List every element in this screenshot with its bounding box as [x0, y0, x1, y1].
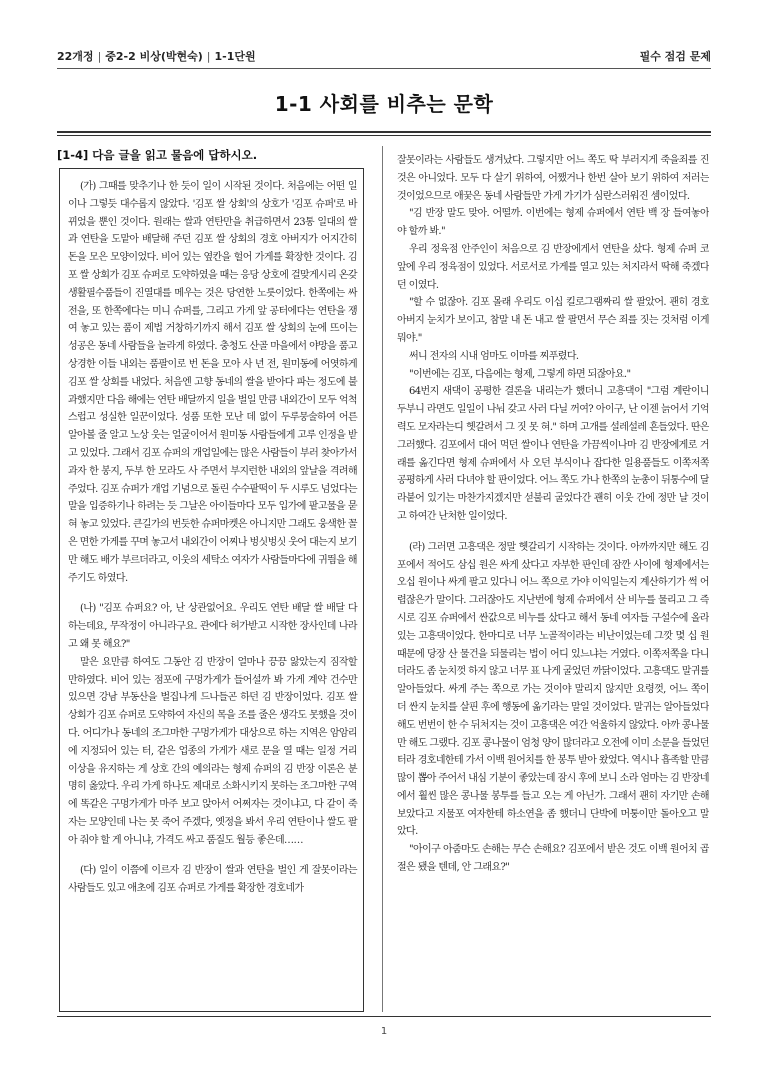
passage-paragraph: "김 반장 말도 맞아. 어떨까. 이번에는 형제 슈퍼에서 연탄 백 장 들여놓아야 할까 봐."	[397, 208, 709, 238]
passage-box	[59, 168, 364, 1012]
passage-paragraph: "이번에는 김포, 다음에는 형제, 그렇게 하면 되잖아요."	[409, 368, 631, 380]
passage-paragraph: (나) "김포 슈퍼요? 아, 난 상관없어요. 우리도 연탄 배달 쌀 배달 다 하는데요, 무작정이 아니라구요. 관에다 허가받고 시작한 장사인데 나라고 왜 못 해요?"	[68, 603, 357, 650]
header-meta: 22개정 | 중2-2 비상(박현숙) | 1-1단원	[57, 50, 256, 63]
passage-paragraph: "할 수 없잖아. 김포 몰래 우리도 이십 킬로그램짜리 쌀 팔았어. 괜히 경호 아버지 눈치가 보이고, 참말 내 돈 내고 쌀 팔면서 무슨 죄를 짓는 것처럼 이게 뭐야."	[397, 297, 709, 344]
header-rule	[57, 68, 711, 69]
column-divider	[382, 146, 383, 1012]
passage-paragraph: (라) 그러면 고흥댁은 정말 헷갈리기 시작하는 것이다. 아까까지만 해도 김포에서 적어도 삼십 원은 싸게 샀다고 자부한 판인데 잠깐 사이에 형제에서는 오십 원이나 싸게 팔고 있다니 어느 쪽으로 가야 이익일는지 계산하기가 썩 어렵잖은가 말이다. 그러잖아도 지난번에 형제 슈퍼에서 산 비누를 물리고 그 즉시로 김포 슈퍼에서 싼값으로 비누를 샀다고 해서 동네 여자들 구설수에 올라 있는 고흥댁이었다. 한마디로 너무 노골적이라는 비난이었는데 그깟 몇 십 원 때문에 당장 산 물건을 되물리는 법이 어디 있느냐는 거였다. 이쪽저쪽을 다니더라도 좀 눈치껏 하지 않고 너무 표 나게 굴었던 까닭이었다. 고흥댁도 말귀를 알아들었다. 싸게 주는 쪽으로 가는 것이야 말리지 않지만 요령껏, 어느 쪽이 더 싼지 눈치를 살핀 후에 행동에 옮기라는 말일 것이었다. 말귀는 알아들었다 해도 번번이 한 수 뒤처지는 것이 고흥댁은 여간 억울하지 않았다. 아까 콩나물만 해도 그랬다. 김포 콩나물이 엄청 양이 많더라고 오전에 이미 소문을 들었던 터라 경호네한테 가서 이백 원어치를 한 봉투 받아 왔었다. 역시나 흡족할 만큼 많이 뽑아 주어서 내심 기분이 좋았는데 잠시 후에 보니 소라 엄마는 김 반장네에서 훨씬 많은 콩나물 봉투를 들고 오는 게 아닌가. 그래서 괜히 자기만 손해 보았다고 지물포 여자한테 하소연을 좀 했더니 단박에 머퉁이만 돌아오고 말았다.	[397, 541, 709, 838]
passage-paragraph: 64번지 새댁이 공평한 결론을 내리는가 했더니 고흥댁이 "그럼 계란이니 두부니 라면도 일일이 나눠 갖고 사러 다닐 꺼여? 아이구, 난 이젠 늙어서 기억력도 모자라는디 헷갈려서 그 짓 못 혀." 하며 고개를 설레설레 흔들었다. 딴은 그러했다. 김포에서 대어 먹던 쌀이나 연탄을 가끔씩이나마 김 반장에게로 거래를 옮긴다면 형제 슈퍼에서 사 오던 부식이나 잡다한 일용품들도 이쪽저쪽 공평하게 사러 다녀야 할 판이었다. 어느 쪽도 가나 한쪽의 눈총이 뒤통수에 달라붙어 있기는 마찬가지겠지만 섣불리 굴었다간 괜히 이웃 간에 정만 날 것이고 하여간 난처한 일이었다.	[397, 386, 709, 522]
title-rule	[57, 131, 711, 133]
passage-paragraph: "아이구 아줌마도 손해는 무슨 손해요? 김포에서 받은 것도 이백 원어치 곱절은 됐을 텐데, 안 그래요?"	[397, 844, 709, 874]
passage-paragraph: (다) 일이 이쯤에 이르자 김 반장이 쌀과 연탄을 벌인 게 잘못이라는 사람들도 있고 애초에 김포 슈퍼로 가게를 확장한 경호네가	[68, 865, 357, 895]
header-unit: 1-1단원	[214, 50, 256, 63]
question-instruction: [1-4] 다음 글을 읽고 물음에 답하시오.	[57, 148, 258, 162]
header-grade: 22개정	[57, 50, 94, 63]
header-right-label: 필수 점검 문제	[639, 50, 711, 63]
title-rule-thin	[57, 135, 711, 136]
footer-rule	[57, 1016, 711, 1017]
passage-paragraph: 말은 요만큼 하여도 그동안 김 반장이 얼마나 끙끙 앓았는지 짐작할 만하였다. 비어 있는 점포에 구멍가게가 들어설까 봐 가게 계약 건수만 있으면 강남 부동산을 벌집나게 드나들곤 하던 김 반장이었다. 김포 쌀 상회가 김포 슈퍼로 도약하여 자신의 목을 조를 줄은 생각도 못했을 것이다. 어디가나 동네의 조그마한 구멍가게가 대상으로 하는 지역은 암암리에 지정되어 있는 터, 같은 업종의 가게가 새로 문을 열 때는 일정 거리 이상을 유지하는 게 상호 간의 예의라는 형제 슈퍼의 김 반장 이론은 분명히 옳았다. 우리 가게 하나도 제대로 소화시키지 못하는 조그마한 구역에 똑같은 구멍가게가 마주 보고 앉아서 어쩌자는 것이냐고, 다 같이 죽자는 모양인데 나는 못 죽어 주겠다, 옛정을 봐서 우리 연탄이나 쌀도 팔아 줘야 할 게 아니냐, 가격도 싸고 품질도 월등 좋은데……	[68, 656, 357, 846]
header-subject: 중2-2 비상(박현숙)	[105, 50, 203, 63]
passage-continuation	[397, 152, 709, 1012]
page-header	[57, 48, 711, 64]
page-number: 1	[380, 1026, 388, 1037]
passage-paragraph: 잘못이라는 사람들도 생겨났다. 그렇지만 어느 쪽도 딱 부러지게 죽을죄를 진 것은 아니었다. 모두 다 살기 위하여, 어쨌거나 한번 살아 보기 위하여 저러는 것이었으므로 애꿎은 동네 사람들만 가게 가기가 심란스러워진 셈이었다.	[397, 155, 709, 202]
page-title: 1-1 사회를 비추는 문학	[274, 92, 494, 116]
passage-paragraph: 우리 정육점 안주인이 처음으로 김 반장에게서 연탄을 샀다. 형제 슈퍼 코앞에 우리 정육점이 있었다. 서로서로 가게를 열고 있는 처지라서 딱해 죽겠다던 이였다.	[397, 243, 709, 291]
passage-paragraph: (가) 그때를 맞추기나 한 듯이 일이 시작된 것이다. 처음에는 어떤 일이나 그렇듯 대수롭지 않았다. '김포 쌀 상회'의 상호가 '김포 슈퍼'로 바뀌었을 뿐인 것이다. 원래는 쌀과 연탄만을 취급하면서 23통 일대의 쌀과 연탄을 도맡아 배달해 주던 김포 쌀 상회의 경호 아버지가 어지간히 돈을 모은 모양이었다. 비어 있는 옆칸을 헐어 가게를 확장한 것이다. 김포 쌀 상회가 김포 슈퍼로 도약하였을 때는 응당 상호에 걸맞게시리 온갖 생활필수품들이 진열대를 메우는 것은 당연한 노릇이었다. 한쪽에는 싸전을, 또 한쪽에다는 미니 슈퍼를, 그리고 가게 앞 공터에다는 연탄을 쟁여 놓고 있는 품이 제법 거창하기까지 해서 김포 쌀 상회의 눈에 뜨이는 성공은 동네 사람들을 놀라게 하였다. 충청도 산골 마을에서 야망을 품고 상경한 이들 내외는 품팔이로 번 돈을 모아 사 년 전, 원미동에 어엿하게 김포 쌀 상회를 내었다. 처음엔 고향 동네의 쌀을 받아다 파는 정도에 불과했지만 다음 해에는 연탄 배달까지 일을 벌일 만큼 내외간이 모두 억척스럽고 성실한 일꾼이었다. 성품 또한 모난 데 없이 두루뭉술하여 어른 알아볼 줄 알고 노상 웃는 얼굴이어서 원미동 사람들에게 고루 인정을 받고 있었다. 그래서 김포 슈퍼의 개업일에는 많은 사람들이 부러 찾아가서 과자 한 봉지, 두부 한 모라도 사 주면서 부지런한 내외의 앞날을 격려해 주었다. 김포 슈퍼가 개업 기념으로 돌린 수수팥떡이 두 시루도 넘었다는 말을 입증하기나 하려는 듯 그날은 아이들마다 모두 입가에 팥고물을 묻혀 놓고 있었다. 큰길가의 번듯한 슈퍼마켓은 아니지만 그래도 웅색한 꼴은 면한 가게를 꾸며 놓고서 내외간이 어찌나 벙싯벙싯 웃어 대는지 보기만 해도 배가 부르더라고, 이웃의 세탁소 여자가 사람들마다에 귀띔을 해 주기도 하였다.	[68, 181, 357, 584]
passage-paragraph: 써니 전자의 시내 엄마도 이마를 찌푸렸다.	[409, 350, 579, 362]
